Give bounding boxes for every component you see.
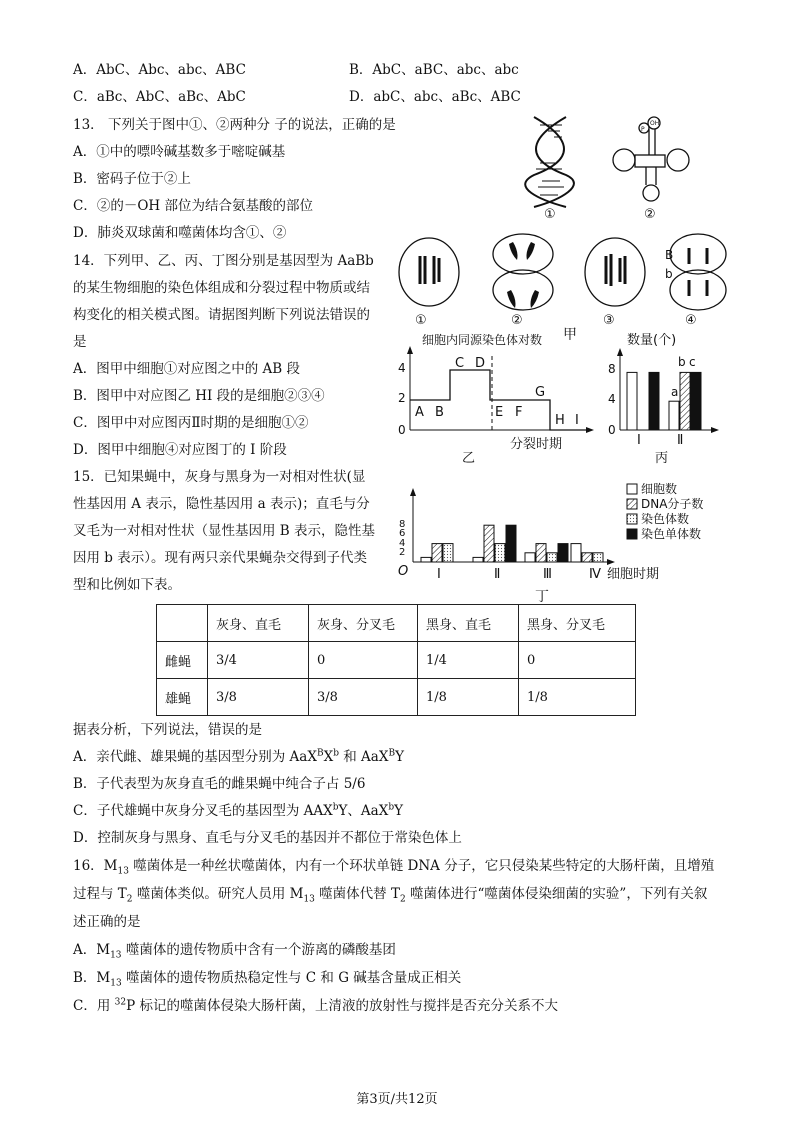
q16-stem-line-3: 述正确的是	[73, 914, 141, 930]
yi-segment-label: A	[415, 405, 424, 420]
table-cell: 3/8	[208, 679, 309, 716]
yi-chart	[392, 330, 602, 465]
table-cell: 雌蝇	[157, 642, 208, 679]
legend-dna: DNA分子数	[641, 497, 704, 511]
bing-cat-1: Ⅰ	[637, 433, 641, 448]
q12-option-d: D．abC、abc、aBc、ABC	[349, 89, 521, 105]
table-cell: 3/4	[208, 642, 309, 679]
bing-bar-label: a	[671, 385, 679, 399]
cell-4	[670, 234, 726, 310]
ding-cat-2: Ⅱ	[494, 567, 501, 582]
yi-ytick-0: 0	[398, 423, 406, 437]
legend-swatch-dna	[627, 499, 637, 509]
bing-bar	[680, 372, 690, 430]
fig-label-1: ①	[544, 207, 556, 220]
legend-cells: 细胞数	[641, 482, 678, 496]
q13-figure	[520, 115, 730, 220]
q13-option-c: C．②的－OH 部位为结合氨基酸的部位	[73, 198, 313, 214]
ding-bar	[484, 525, 494, 562]
cell-label-2: ②	[511, 313, 523, 328]
ding-bar	[571, 544, 581, 562]
ding-ytick-2: 2	[399, 547, 406, 558]
table-cell: 1/8	[418, 679, 519, 716]
q15-stem-line-4: 因用 b 表示）。现有两只亲代果蝇杂交得到子代类	[73, 550, 367, 566]
trna-p-label: P	[641, 126, 645, 133]
yi-segment-label: I	[575, 413, 579, 428]
q16-option-a: A．$M_{13}$ 噬菌体的遗传物质中含有一个游离的磷酸基团	[73, 942, 396, 961]
bing-ytick-0: 0	[608, 423, 616, 437]
q12-option-b: B．AbC、aBC、abc、abc	[349, 62, 519, 78]
ding-bar	[473, 557, 483, 562]
ding-bar	[536, 544, 546, 562]
q14-stem-line-1: 14．下列甲、乙、丙、丁图分别是基因型为 AaBb	[73, 253, 374, 269]
yi-segment-label: G	[535, 385, 546, 400]
cell-1	[399, 238, 459, 306]
table-cell: 3/8	[309, 679, 418, 716]
legend-swatch-chromosome	[627, 514, 637, 524]
ding-ytick-6: 6	[399, 528, 406, 539]
yi-segment-label: E	[495, 405, 504, 420]
table-cell: 1/4	[418, 642, 519, 679]
q14-stem-line-3: 构变化的相关模式图。请据图判断下列说法错误的	[73, 307, 370, 323]
legend-chromatid: 染色单体数	[641, 527, 702, 541]
ding-title: 丁	[535, 589, 549, 603]
q14-stem-line-4: 是	[73, 334, 87, 350]
yi-ytick-2: 2	[398, 391, 406, 405]
table-cell: 0	[519, 642, 636, 679]
cell-label-1: ①	[415, 313, 427, 328]
ding-bar	[525, 553, 535, 562]
q15-stem-line-3: 叉毛为一对相对性状（显性基因用 B 表示，隐性基	[73, 523, 376, 539]
table-header-cell: 黑身、直毛	[418, 605, 519, 642]
yi-ylabel: 细胞内同源染色体对数	[422, 333, 543, 347]
q12-option-a: A．AbC、Abc、abc、ABC	[73, 62, 246, 78]
bing-bar	[691, 372, 701, 430]
bing-bar	[649, 372, 659, 430]
bing-chart	[605, 330, 725, 465]
ding-bar	[432, 544, 442, 562]
bing-bar	[627, 372, 637, 430]
q15-stem-line-2: 性基因用 A 表示，隐性基因用 a 表示)；直毛与分	[73, 496, 370, 512]
fig-label-2: ②	[644, 207, 656, 220]
ding-bar	[443, 544, 453, 562]
q15-option-d: D．控制灰身与黑身、直毛与分叉毛的基因并不都位于常染色体上	[73, 830, 462, 846]
q14-option-b: B．图甲中对应图乙 HI 段的是细胞②③④	[73, 388, 325, 404]
jia-title: 甲	[563, 327, 577, 340]
q15-stem-line-5: 型和比例如下表。	[73, 577, 181, 593]
q14-option-a: A．图甲中细胞①对应图之中的 AB 段	[73, 361, 301, 377]
ding-cat-4: Ⅳ	[589, 567, 601, 582]
ding-xlabel: 细胞时期	[607, 567, 660, 582]
q12-option-c: C．aBc、AbC、aBc、AbC	[73, 89, 246, 105]
q14-stem-line-2: 的某生物细胞的染色体组成和分裂过程中物质或结	[73, 280, 370, 296]
table-header-cell	[157, 605, 208, 642]
q16-stem-line-2: 过程与 $T_2$ 噬菌体类似。研究人员用 $M_{13}$ 噬菌体代替 $T_2$ 噬菌体进行“噬菌体侵染细菌的实验”，下列有关叙	[73, 886, 708, 905]
ding-bar	[593, 553, 603, 562]
trna-figure	[613, 117, 689, 201]
bing-bar-label: c	[689, 355, 696, 369]
legend-chromosome: 染色体数	[641, 512, 690, 526]
table-cell: 1/8	[519, 679, 636, 716]
yi-segment-label: H	[555, 413, 565, 428]
q14-option-c: C．图甲中对应图丙Ⅱ时期的是细胞①②	[73, 415, 309, 431]
ding-chart	[395, 478, 725, 603]
table-row	[157, 679, 636, 716]
phenotype-table	[156, 604, 636, 716]
yi-segment-label: F	[515, 405, 523, 420]
cell-2	[493, 234, 553, 310]
q14-option-d: D．图甲中细胞④对应图丁的 I 阶段	[73, 442, 287, 458]
yi-segment-label: D	[475, 356, 486, 371]
ding-cat-1: Ⅰ	[437, 567, 441, 582]
q15-after-table: 据表分析，下列说法，错误的是	[73, 722, 262, 738]
bing-bar-label: b	[678, 355, 686, 369]
q15-option-b: B．子代表型为灰身直毛的雌果蝇中纯合子占 5/6	[73, 776, 366, 792]
table-header-row	[157, 605, 636, 642]
cell-label-3: ③	[603, 313, 615, 328]
cell-3	[585, 238, 645, 306]
legend-swatch-cells	[627, 484, 637, 494]
yi-segment-label: C	[455, 356, 465, 371]
gene-label-b-upper: B	[665, 248, 674, 262]
ding-bar	[506, 525, 516, 562]
ding-bar	[495, 544, 505, 562]
yi-xlabel: 分裂时期	[510, 437, 563, 452]
q16-stem-line-1: 16．$M_{13}$ 噬菌体是一种丝状噬菌体，内有一个环状单链 DNA 分子，它只侵染某些特定的大肠杆菌，且增殖	[73, 858, 715, 877]
ding-origin: O	[398, 564, 409, 579]
table-row	[157, 642, 636, 679]
table-cell: 雄蝇	[157, 679, 208, 716]
ding-bar	[558, 544, 568, 562]
bing-bar	[669, 401, 679, 430]
ding-bar	[547, 553, 557, 562]
ding-bar	[582, 553, 592, 562]
q13-option-a: A．①中的嘌呤碱基数多于嘧啶碱基	[73, 144, 286, 160]
q13-stem: 13． 下列关于图中①、②两种分 子的说法，正确的是	[73, 117, 396, 133]
yi-ytick-4: 4	[398, 361, 406, 375]
trna-oh-label: OH	[650, 120, 660, 127]
q15-stem-line-1: 15．已知果蝇中，灰身与黑身为一对相对性状(显	[73, 469, 366, 485]
q16-option-c: C．用 $^{32}$P 标记的噬菌体侵染大肠杆菌，上清液的放射性与搅拌是否充分关系不大	[73, 997, 558, 1014]
cell-label-4: ④	[685, 313, 697, 328]
ding-ytick-8: 8	[399, 519, 406, 530]
q16-option-b: B．$M_{13}$ 噬菌体的遗传物质热稳定性与 C 和 G 碱基含量成正相关	[73, 970, 462, 989]
page-footer: 第3页/共12页	[356, 1092, 438, 1107]
gene-label-b-lower: b	[665, 267, 673, 281]
dna-helix-figure	[525, 117, 574, 207]
q15-option-c: C．子代雄蝇中灰身分叉毛的基因型为 AAX$^b$Y、AaX$^b$Y	[73, 802, 404, 819]
q13-option-b: B．密码子位于②上	[73, 171, 191, 187]
ding-legend	[627, 481, 703, 541]
ding-bar	[421, 557, 431, 562]
yi-segment-label: B	[435, 405, 444, 420]
table-header-cell: 黑身、分叉毛	[519, 605, 636, 642]
bing-title: 丙	[655, 451, 669, 465]
table-cell: 0	[309, 642, 418, 679]
table-header-cell: 灰身、直毛	[208, 605, 309, 642]
bing-cat-2: Ⅱ	[677, 433, 684, 448]
q15-option-a: A．亲代雌、雄果蝇的基因型分别为 $AaX^BX^b$ 和 AaX$^B$Y	[73, 748, 405, 765]
yi-title: 乙	[462, 451, 476, 465]
q13-option-d: D．肺炎双球菌和噬菌体均含①、②	[73, 225, 287, 241]
table-header-cell: 灰身、分叉毛	[309, 605, 418, 642]
legend-swatch-chromatid	[627, 529, 637, 539]
bing-ytick-8: 8	[608, 362, 616, 376]
ding-cat-3: Ⅲ	[543, 567, 552, 582]
bing-ytick-4: 4	[608, 392, 616, 406]
bing-ylabel: 数量(个)	[627, 333, 677, 348]
ding-ytick-4: 4	[399, 538, 406, 549]
jia-cells-figure	[393, 232, 728, 340]
